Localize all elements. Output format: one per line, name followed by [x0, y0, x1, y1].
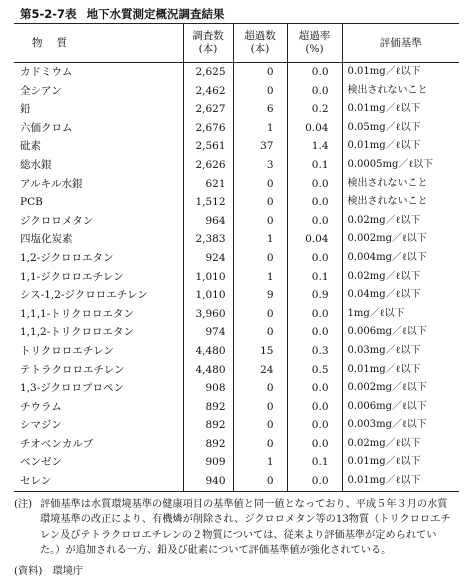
exceed-rate: 0.04 — [287, 119, 342, 138]
header-substance: 物質 — [14, 24, 183, 63]
substance-name: テトラクロロエチレン — [20, 363, 125, 376]
exceed-rate: 0.9 — [287, 286, 342, 305]
exceed-count: 1 — [233, 119, 287, 138]
table-row — [14, 361, 459, 380]
evaluation-standard: 0.04mg／ℓ以下 — [342, 286, 459, 305]
exceed-count: 0 — [233, 305, 287, 324]
header-surveyed-label: 調査数 — [192, 30, 224, 42]
substance-name: トリクロロエチレン — [20, 344, 114, 357]
surveyed-count: 2,627 — [183, 100, 233, 119]
substance-name: PCB — [20, 196, 43, 209]
evaluation-standard: 0.006mg／ℓ以下 — [342, 323, 459, 342]
surveyed-count: 909 — [183, 453, 233, 472]
evaluation-standard: 0.01mg／ℓ以下 — [342, 63, 459, 82]
table-row — [14, 100, 459, 119]
exceed-count: 0 — [233, 193, 287, 212]
surveyed-count: 1,010 — [183, 286, 233, 305]
substance-name: ジクロロメタン — [20, 214, 94, 227]
surveyed-count: 974 — [183, 323, 233, 342]
substance-name: チオベンカルブ — [20, 437, 94, 450]
exceed-count: 0 — [233, 379, 287, 398]
exceed-count: 1 — [233, 230, 287, 249]
surveyed-count: 3,960 — [183, 305, 233, 324]
groundwater-survey-table — [14, 23, 459, 492]
table-row — [14, 286, 459, 305]
exceed-count: 0 — [233, 323, 287, 342]
exceed-rate: 0.5 — [287, 361, 342, 380]
substance-name: 1,1,2-トリクロロエタン — [20, 326, 135, 339]
exceed-rate: 0.0 — [287, 323, 342, 342]
table-row — [14, 398, 459, 417]
evaluation-standard: 1mg／ℓ以下 — [342, 305, 459, 324]
surveyed-count: 4,480 — [183, 342, 233, 361]
table-row — [14, 416, 459, 435]
substance-name: 1,3-ジクロロプロペン — [20, 382, 125, 395]
table-row — [14, 230, 459, 249]
exceed-rate: 0.0 — [287, 175, 342, 194]
substance-name: カドミウム — [20, 66, 73, 78]
surveyed-count: 621 — [183, 175, 233, 194]
surveyed-count: 2,462 — [183, 82, 233, 101]
table-row — [14, 137, 459, 156]
exceed-rate: 0.1 — [287, 453, 342, 472]
substance-name: 全シアン — [20, 84, 62, 97]
evaluation-standard: 0.01mg／ℓ以下 — [342, 472, 459, 491]
exceed-count: 6 — [233, 100, 287, 119]
substance-name: チウラム — [20, 400, 62, 413]
substance-name: シス-1,2-ジクロロエチレン — [20, 289, 148, 302]
surveyed-count: 924 — [183, 249, 233, 268]
exceed-count: 1 — [233, 268, 287, 287]
surveyed-count: 2,676 — [183, 119, 233, 138]
evaluation-standard: 0.006mg／ℓ以下 — [342, 398, 459, 417]
exceed-count: 0 — [233, 212, 287, 231]
exceed-rate: 0.0 — [287, 379, 342, 398]
exceed-rate: 0.0 — [287, 416, 342, 435]
table-row — [14, 472, 459, 491]
evaluation-standard: 0.01mg／ℓ以下 — [342, 361, 459, 380]
evaluation-standard: 0.02mg／ℓ以下 — [342, 268, 459, 287]
table-header-row — [14, 24, 459, 63]
evaluation-standard: 0.01mg／ℓ以下 — [342, 137, 459, 156]
substance-name: 1,1-ジクロロエチレン — [20, 270, 124, 283]
surveyed-count: 892 — [183, 416, 233, 435]
header-surveyed-unit: (本) — [198, 43, 218, 55]
surveyed-count: 940 — [183, 472, 233, 491]
table-number: 第5-2-7表 — [20, 7, 77, 21]
substance-name: 砒素 — [20, 140, 41, 153]
table-row — [14, 305, 459, 324]
table-row — [14, 175, 459, 194]
evaluation-standard: 0.02mg／ℓ以下 — [342, 435, 459, 454]
substance-name: 六価クロム — [20, 121, 73, 134]
exceed-rate: 0.2 — [287, 100, 342, 119]
exceed-rate: 0.1 — [287, 268, 342, 287]
exceed-count: 0 — [233, 175, 287, 194]
header-rate-unit: (%) — [305, 43, 324, 55]
exceed-count: 0 — [233, 435, 287, 454]
surveyed-count: 964 — [183, 212, 233, 231]
surveyed-count: 4,480 — [183, 361, 233, 380]
evaluation-standard: 0.002mg／ℓ以下 — [342, 379, 459, 398]
exceed-rate: 0.0 — [287, 305, 342, 324]
exceed-count: 9 — [233, 286, 287, 305]
header-surveyed — [183, 24, 233, 63]
evaluation-standard: 検出されないこと — [342, 193, 459, 212]
exceed-count: 0 — [233, 249, 287, 268]
exceed-count: 0 — [233, 398, 287, 417]
evaluation-standard: 0.0005mg／ℓ以下 — [342, 156, 459, 175]
table-row — [14, 63, 459, 82]
header-exceed-label: 超過数 — [244, 30, 276, 42]
header-standard: 評価基準 — [342, 24, 459, 63]
substance-name: 四塩化炭素 — [20, 233, 73, 246]
substance-name: セレン — [20, 475, 52, 488]
surveyed-count: 2,626 — [183, 156, 233, 175]
surveyed-count: 2,625 — [183, 63, 233, 82]
table-note — [14, 497, 459, 559]
evaluation-standard: 0.004mg／ℓ以下 — [342, 249, 459, 268]
substance-name: シマジン — [20, 419, 62, 432]
evaluation-standard: 0.003mg／ℓ以下 — [342, 416, 459, 435]
source-line: (資料) 環境庁 — [14, 565, 84, 577]
table-row — [14, 379, 459, 398]
table-row — [14, 212, 459, 231]
exceed-rate: 0.0 — [287, 435, 342, 454]
surveyed-count: 892 — [183, 435, 233, 454]
exceed-rate: 0.0 — [287, 249, 342, 268]
table-row — [14, 119, 459, 138]
table-title — [20, 6, 459, 23]
exceed-rate: 0.3 — [287, 342, 342, 361]
exceed-count: 37 — [233, 137, 287, 156]
evaluation-standard: 検出されないこと — [342, 175, 459, 194]
exceed-rate: 0.1 — [287, 156, 342, 175]
evaluation-standard: 0.05mg／ℓ以下 — [342, 119, 459, 138]
exceed-count: 1 — [233, 453, 287, 472]
evaluation-standard: 0.03mg／ℓ以下 — [342, 342, 459, 361]
substance-name: 鉛 — [20, 103, 31, 116]
surveyed-count: 892 — [183, 398, 233, 417]
evaluation-standard: 0.02mg／ℓ以下 — [342, 212, 459, 231]
document-page — [14, 6, 459, 579]
header-rate-label: 超過率 — [298, 30, 331, 42]
surveyed-count: 1,512 — [183, 193, 233, 212]
table-row — [14, 342, 459, 361]
evaluation-standard: 検出されないこと — [342, 82, 459, 101]
substance-name: 1,1,1-トリクロロエタン — [20, 307, 135, 320]
table-row — [14, 268, 459, 287]
exceed-rate: 0.0 — [287, 472, 342, 491]
exceed-count: 0 — [233, 416, 287, 435]
table-row — [14, 156, 459, 175]
table-row — [14, 323, 459, 342]
substance-name: 1,2-ジクロロエタン — [20, 251, 114, 264]
exceed-rate: 0.0 — [287, 212, 342, 231]
header-exceed — [233, 24, 287, 63]
evaluation-standard: 0.01mg／ℓ以下 — [342, 100, 459, 119]
exceed-rate: 0.0 — [287, 398, 342, 417]
exceed-rate: 0.0 — [287, 63, 342, 82]
evaluation-standard: 0.01mg／ℓ以下 — [342, 453, 459, 472]
exceed-rate: 0.0 — [287, 82, 342, 101]
surveyed-count: 2,561 — [183, 137, 233, 156]
note-label: (注) — [14, 498, 33, 510]
exceed-count: 15 — [233, 342, 287, 361]
table-row — [14, 249, 459, 268]
table-row — [14, 193, 459, 212]
substance-name: アルキル水銀 — [20, 177, 83, 190]
header-exceed-unit: (本) — [250, 43, 270, 55]
surveyed-count: 1,010 — [183, 268, 233, 287]
exceed-rate: 0.04 — [287, 230, 342, 249]
exceed-count: 0 — [233, 63, 287, 82]
note-text: 評価基準は水質環境基準の健康項目の基準値と同一値となっており、平成５年３月の水質環境基準の改正により、有機燐が削除され、ジクロロメタン等の13物質（トリクロロエチレン及びテトラクロロエチレンの２物質については、従来より評価基準が定められていた。）が追加される一方、鉛及び砒素について評価基準値が強化されている。 — [40, 498, 451, 557]
table-row — [14, 435, 459, 454]
table-row — [14, 453, 459, 472]
substance-name: 総水銀 — [20, 158, 52, 171]
exceed-rate: 1.4 — [287, 137, 342, 156]
exceed-count: 3 — [233, 156, 287, 175]
substance-name: ベンゼン — [20, 456, 62, 469]
surveyed-count: 2,383 — [183, 230, 233, 249]
surveyed-count: 908 — [183, 379, 233, 398]
evaluation-standard: 0.002mg／ℓ以下 — [342, 230, 459, 249]
exceed-count: 0 — [233, 82, 287, 101]
table-caption: 地下水質測定概況調査結果 — [86, 7, 225, 21]
exceed-rate: 0.0 — [287, 193, 342, 212]
header-rate — [287, 24, 342, 63]
table-row — [14, 82, 459, 101]
table-body — [14, 63, 459, 492]
exceed-count: 24 — [233, 361, 287, 380]
exceed-count: 0 — [233, 472, 287, 491]
